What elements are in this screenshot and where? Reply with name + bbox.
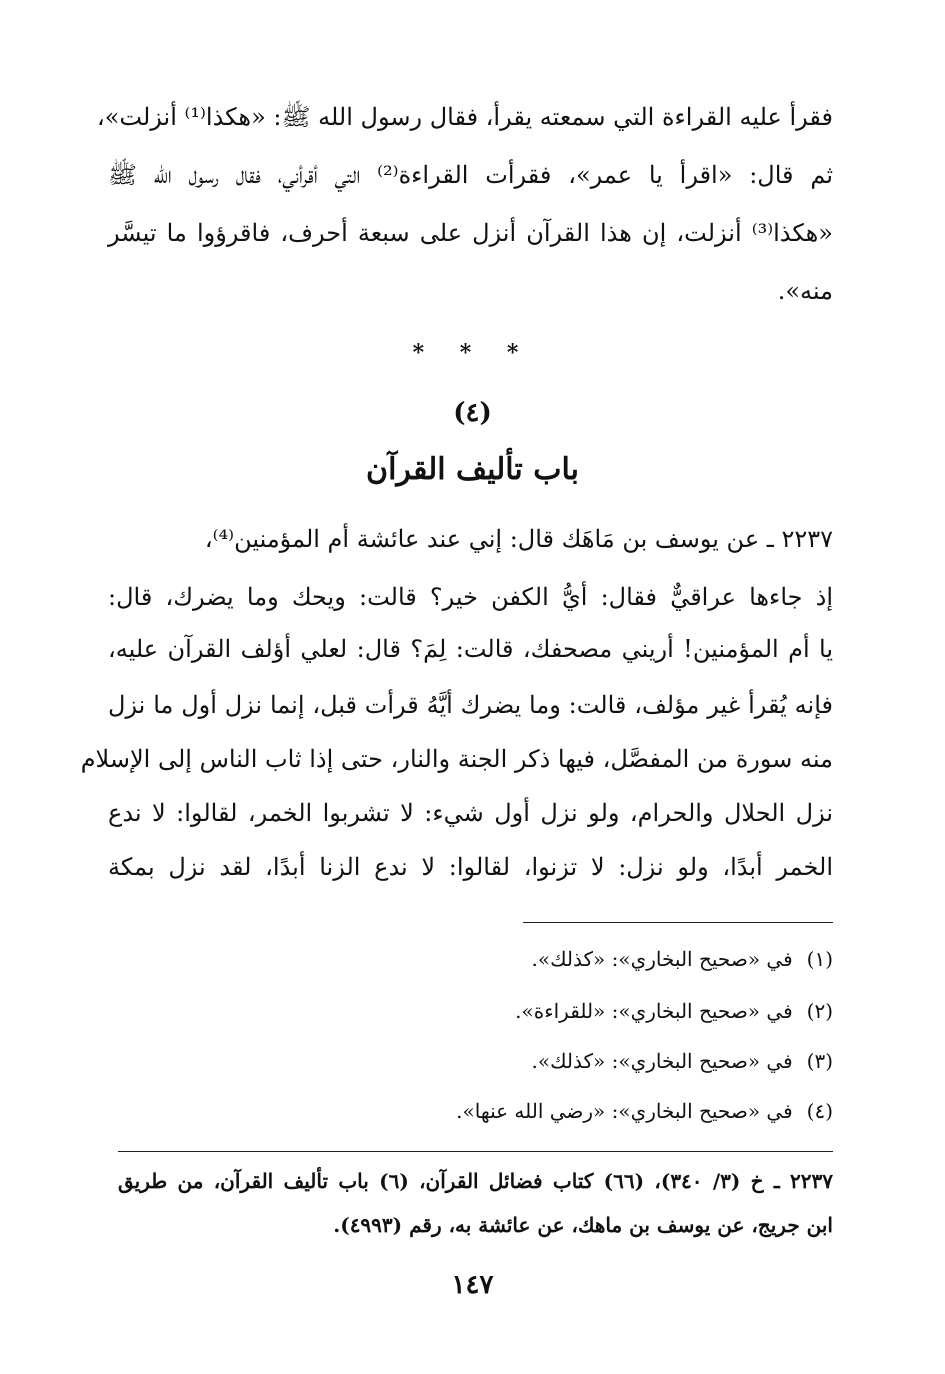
hadith-line: ٢٢٣٧ ـ عن يوسف بن مَاهَك قال: إني عند عائشة أم المؤمنين⁽⁴⁾، xyxy=(204,525,833,553)
footnote-number: (١) xyxy=(806,947,833,971)
hadith-line: منه سورة من المفصَّل، فيها ذكر الجنة والنار، حتى إذا ثاب الناس إلى الإسلام xyxy=(80,745,833,773)
hadith-line: يا أم المؤمنين! أريني مصحفك، قالت: لِمَ؟ قال: لعلي أؤلف القرآن عليه، xyxy=(108,635,833,663)
body-line: منه». xyxy=(777,277,833,305)
source-note-line: ٢٢٣٧ ـ خ (٣/ ٣٤٠)، (٦٦) كتاب فضائل القرآن، (٦) باب تأليف القرآن، من طريق xyxy=(118,1169,834,1193)
source-note-line: ابن جريج، عن يوسف بن ماهك، عن عائشة به، رقم (٤٩٩٣). xyxy=(333,1213,833,1237)
source-divider xyxy=(118,1151,833,1152)
body-line: فقرأ عليه القراءة التي سمعته يقرأ، فقال رسول الله ﷺ: «هكذا⁽¹⁾ أنزلت»، xyxy=(96,103,833,131)
body-line: «هكذا⁽³⁾ أنزلت، إن هذا القرآن أنزل على سبعة أحرف، فاقرؤوا ما تيسَّر xyxy=(108,219,833,247)
hadith-line: نزل الحلال والحرام، ولو نزل أول شيء: لا تشربوا الخمر، لقالوا: لا ندع xyxy=(108,799,833,827)
footnote-text: في «صحيح البخاري»: «كذلك». xyxy=(531,1049,793,1073)
footnote xyxy=(108,1096,833,1126)
footnote xyxy=(108,996,833,1026)
footnote xyxy=(108,944,833,974)
hadith-line: فإنه يُقرأ غير مؤلف، قالت: وما يضرك أيَّهُ قرأت قبل، إنما نزل أول ما نزل xyxy=(108,691,833,719)
chapter-title: باب تأليف القرآن xyxy=(366,452,579,487)
footnote-number: (٤) xyxy=(806,1099,833,1123)
page-number: ١٤٧ xyxy=(451,1270,494,1300)
body-line: ثم قال: «اقرأ يا عمر»، فقرأت القراءة⁽²⁾ التي أقرأني، فقال رسول الله ﷺ xyxy=(108,161,833,189)
section-separator: * * * xyxy=(412,340,533,366)
footnote-text: في «صحيح البخاري»: «رضي الله عنها». xyxy=(456,1099,793,1123)
footnote-text: في «صحيح البخاري»: «كذلك». xyxy=(531,947,793,971)
footnote-text: في «صحيح البخاري»: «للقراءة». xyxy=(515,999,793,1023)
footnote-number: (٣) xyxy=(806,1049,833,1073)
footnote-number: (٢) xyxy=(806,999,833,1023)
chapter-number: (٤) xyxy=(453,398,492,428)
footnote-divider xyxy=(523,922,833,923)
hadith-line: الخمر أبدًا، ولو نزل: لا تزنوا، لقالوا: لا ندع الزنا أبدًا، لقد نزل بمكة xyxy=(108,853,833,881)
footnote xyxy=(108,1046,833,1076)
hadith-line: إذ جاءها عراقيٌّ فقال: أيُّ الكفن خير؟ قالت: ويحك وما يضرك، قال: xyxy=(108,583,833,611)
